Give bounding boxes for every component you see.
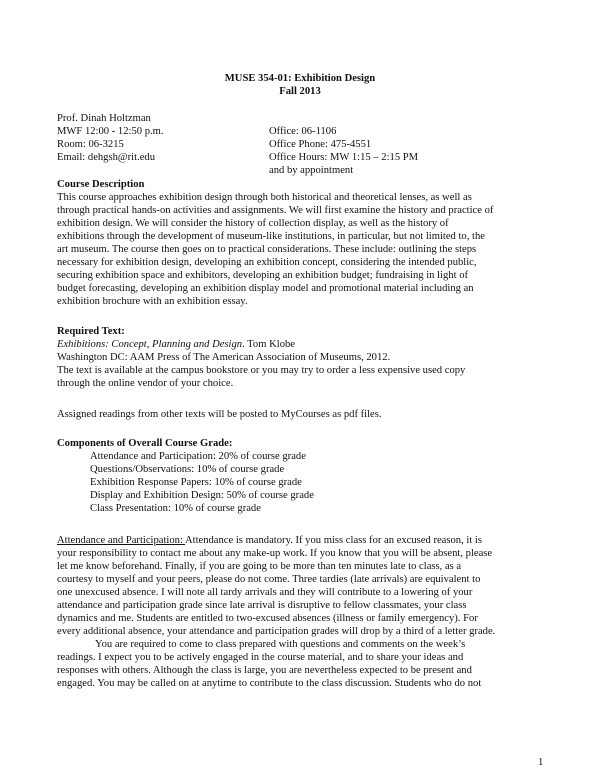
book-title: Exhibitions: Concept, Planning and Design [57, 339, 243, 350]
course-description-heading: Course Description [57, 179, 145, 190]
availability-line: The text is available at the campus bookstore or you may try to order a less expensive used copy [57, 365, 466, 376]
course-title: MUSE 354-01: Exhibition Design [224, 73, 376, 84]
description-line: through practical hands-on activities and assignments. We will first examine the history and practice of [57, 205, 494, 216]
grade-item: Class Presentation: 10% of course grade [90, 503, 261, 514]
attendance-line: every additional absence, your attendance and participation grades will drop by a third of a letter grade. [57, 626, 496, 637]
grade-item: Attendance and Participation: 20% of course grade [90, 451, 306, 462]
class-room: Room: 06-3215 [57, 139, 124, 150]
description-line: This course approaches exhibition design through both historical and theoretical lenses, as well as [57, 192, 472, 203]
attendance-line: dynamics and me. Students are entitled to two-excused absences (illness or family emergency). For [57, 613, 478, 624]
grade-item: Questions/Observations: 10% of course grade [90, 464, 285, 475]
office-appointment: and by appointment [269, 165, 354, 176]
readings-note: Assigned readings from other texts will be posted to MyCourses as pdf files. [57, 409, 382, 420]
description-line: exhibition brochure with an exhibition essay. [57, 296, 248, 307]
description-line: necessary for exhibition design, developing an exhibition concept, considering the intended public, [57, 257, 477, 268]
description-line: exhibitions through the development of museum-like institutions, in particular, but not limited to, the [57, 231, 485, 242]
attendance-line: let me know beforehand. Finally, if you are going to be more than ten minutes late to class, as a [57, 561, 462, 572]
description-line: budget forecasting, developing an exhibition display model and promotional material including an [57, 283, 474, 294]
attendance-first-line [57, 534, 482, 547]
grade-components-heading: Components of Overall Course Grade: [57, 438, 233, 449]
attendance-line: courtesy to myself and your peers, please do not come. Three tardies (late arrivals) are equivalent to [57, 574, 481, 585]
participation-first-line: You are required to come to class prepared with questions and comments on the week’s [95, 639, 466, 650]
attendance-line: your responsibility to contact me about any make-up work. If you know that you will be absent, please [57, 548, 493, 559]
attendance-line: one unexcused absence. I will note all tardy arrivals and they will contribute to a lowering of your [57, 587, 473, 598]
office-phone: Office Phone: 475-4551 [269, 139, 372, 150]
class-schedule: MWF 12:00 - 12:50 p.m. [57, 126, 164, 137]
participation-line: engaged. You may be called on at anytime to contribute to the class discussion. Students who do not [57, 678, 482, 689]
page-number: 1 [538, 757, 544, 768]
instructor-name: Prof. Dinah Holtzman [57, 113, 151, 124]
participation-line: responses with others. Although the class is large, you are nevertheless expected to be present and [57, 665, 472, 676]
office-location: Office: 06-1106 [269, 126, 337, 137]
availability-line: through the online vendor of your choice. [57, 378, 234, 389]
instructor-email: Email: dehgsh@rit.edu [57, 152, 156, 163]
description-line: art museum. The course then goes on to practical considerations. These include: outlining the steps [57, 244, 477, 255]
attendance-text: Attendance is mandatory. If you miss class for an excused reason, it is [184, 535, 483, 546]
description-line: exhibition design. We will consider the history of collection display, as well as the history of [57, 218, 449, 229]
participation-line: readings. I expect you to be actively engaged in the course material, and to share your ideas and [57, 652, 464, 663]
grade-item: Display and Exhibition Design: 50% of course grade [90, 490, 314, 501]
grade-item: Exhibition Response Papers: 10% of course grade [90, 477, 302, 488]
course-term: Fall 2013 [279, 86, 321, 97]
book-author: . Tom Klobe [242, 339, 295, 350]
description-line: securing exhibition space and exhibitors, developing an exhibition budget; fundraising in light of [57, 270, 469, 281]
attendance-label: Attendance and Participation: [57, 535, 185, 546]
required-book [57, 338, 295, 351]
office-hours: Office Hours: MW 1:15 – 2:15 PM [269, 152, 419, 163]
attendance-line: attendance and participation grade since late arrival is disruptive to fellow classmates, your class [57, 600, 467, 611]
required-text-heading: Required Text: [57, 326, 125, 337]
book-publisher: Washington DC: AAM Press of The American Association of Museums, 2012. [57, 352, 391, 363]
